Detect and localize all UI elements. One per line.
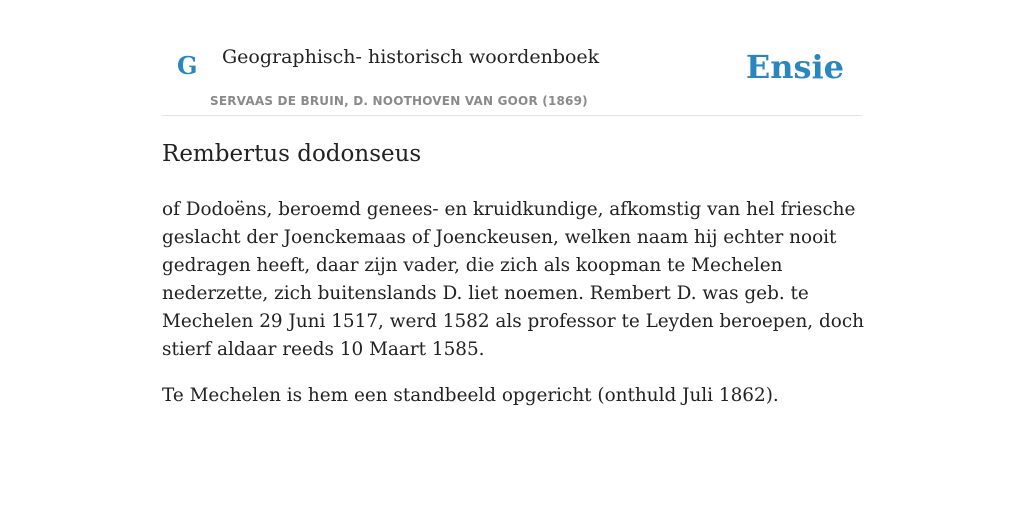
entry-title: Rembertus dodonseus xyxy=(162,141,422,167)
entry-paragraph: Te Mechelen is hem een standbeeld opgericht (onthuld Juli 1862). xyxy=(162,385,779,407)
book-authors: SERVAAS DE BRUIN, D. NOOTHOVEN VAN GOOR (1869) xyxy=(210,94,588,108)
brand-logo-link[interactable]: Ensie xyxy=(745,48,844,86)
page-header xyxy=(162,0,862,116)
book-title[interactable]: Geographisch- historisch woordenboek xyxy=(222,46,600,68)
entry-paragraph: of Dodoëns, beroemd genees- en kruidkundige, afkomstig van hel friesche geslacht der Joenckemaas of Joenckeusen, welken naam hij echter nooit gedragen heeft, daar zijn vader, die zich als koopman te Mechelen nederzette, zich buitenslands D. liet noemen. Rembert D. was geb. te Mechelen 29 Juni 1517, werd 1582 als professor te Leyden beroepen, doch stierf aldaar reeds 10 Maart 1585. xyxy=(162,199,864,361)
entry-content xyxy=(162,138,868,428)
book-logo-icon[interactable]: G xyxy=(177,51,198,80)
